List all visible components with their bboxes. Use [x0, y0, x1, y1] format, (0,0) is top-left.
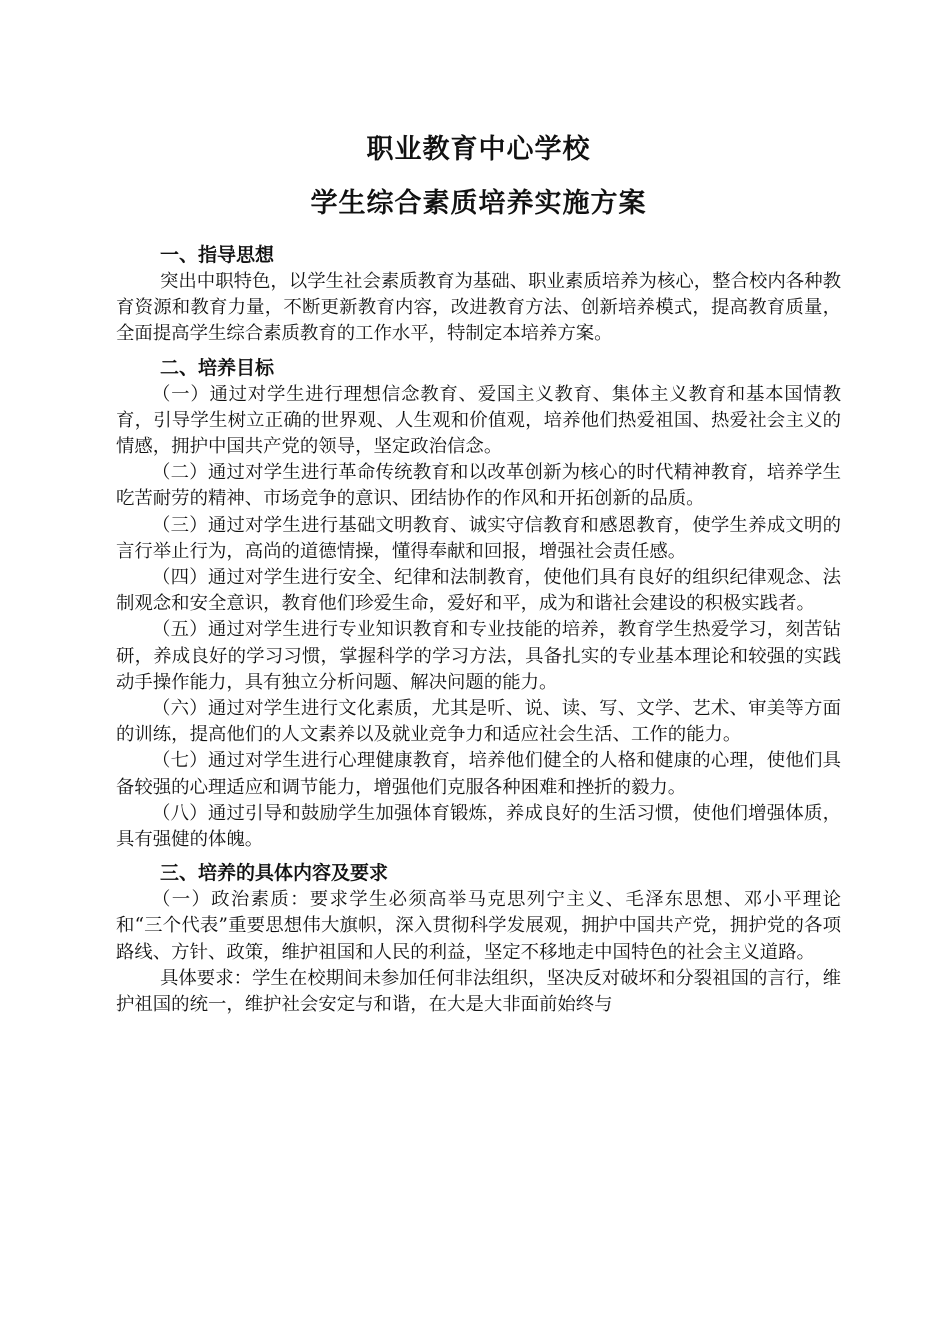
paragraph: （七）通过对学生进行心理健康教育，培养他们健全的人格和健康的心理，使他们具备较强的心理适应和调节能力，增强他们克服各种困难和挫折的毅力。 [116, 750, 841, 798]
document-title-line-1: 职业教育中心学校 [366, 134, 591, 165]
paragraph: 突出中职特色，以学生社会素质教育为基础、职业素质培养为核心，整合校内各种教育资源和教育力量，不断更新教育内容，改进教育方法、创新培养模式，提高教育质量，全面提高学生综合素质教育的工作水平，特制定本培养方案。 [116, 271, 841, 345]
paragraph: （六）通过对学生进行文化素质，尤其是听、说、读、写、文学、艺术、审美等方面的训练，提高他们的人文素养以及就业竞争力和适应社会生活、工作的能力。 [116, 698, 841, 746]
paragraph: 具体要求：学生在校期间未参加任何非法组织，坚决反对破坏和分裂祖国的言行，维护祖国的统一，维护社会安定与和谐，在大是大非面前始终与 [116, 967, 841, 1016]
section-heading-training-goals: 二、培养目标 [160, 356, 275, 379]
paragraph: （二）通过对学生进行革命传统教育和以改革创新为核心的时代精神教育，培养学生吃苦耐劳的精神、市场竞争的意识、团结协作的作风和开拓创新的品质。 [116, 462, 841, 510]
paragraph: （一）政治素质：要求学生必须高举马克思列宁主义、毛泽东思想、邓小平理论和“三个代表”重要思想伟大旗帜，深入贯彻科学发展观，拥护中国共产党，拥护党的各项路线、方针、政策，维护祖国和人民的利益，坚定不移地走中国特色的社会主义道路。 [116, 889, 841, 963]
section-heading-content-requirements: 三、培养的具体内容及要求 [160, 862, 389, 885]
document-body [116, 241, 841, 1018]
paragraph: （四）通过对学生进行安全、纪律和法制教育，使他们具有良好的组织纪律观念、法制观念和安全意识，教育他们珍爱生命，爱好和平，成为和谐社会建设的积极实践者。 [116, 567, 841, 615]
paragraph: （五）通过对学生进行专业知识教育和专业技能的培养，教育学生热爱学习，刻苦钻研，养成良好的学习习惯，掌握科学的学习方法，具备扎实的专业基本理论和较强的实践动手操作能力，具有独立分析问题、解决问题的能力。 [116, 619, 841, 693]
section-heading-guiding-ideology: 一、指导思想 [160, 244, 275, 266]
document-title-line-2: 学生综合素质培养实施方案 [310, 188, 647, 219]
paragraph: （八）通过引导和鼓励学生加强体育锻炼，养成良好的生活习惯，使他们增强体质，具有强健的体魄。 [116, 802, 841, 851]
paragraph: （三）通过对学生进行基础文明教育、诚实守信教育和感恩教育，使学生养成文明的言行举止行为，高尚的道德情操，懂得奉献和回报，增强社会责任感。 [116, 514, 841, 562]
paragraph: （一）通过对学生进行理想信念教育、爱国主义教育、集体主义教育和基本国情教育，引导学生树立正确的世界观、人生观和价值观，培养他们热爱祖国、热爱社会主义的情感，拥护中国共产党的领导，坚定政治信念。 [116, 383, 841, 458]
